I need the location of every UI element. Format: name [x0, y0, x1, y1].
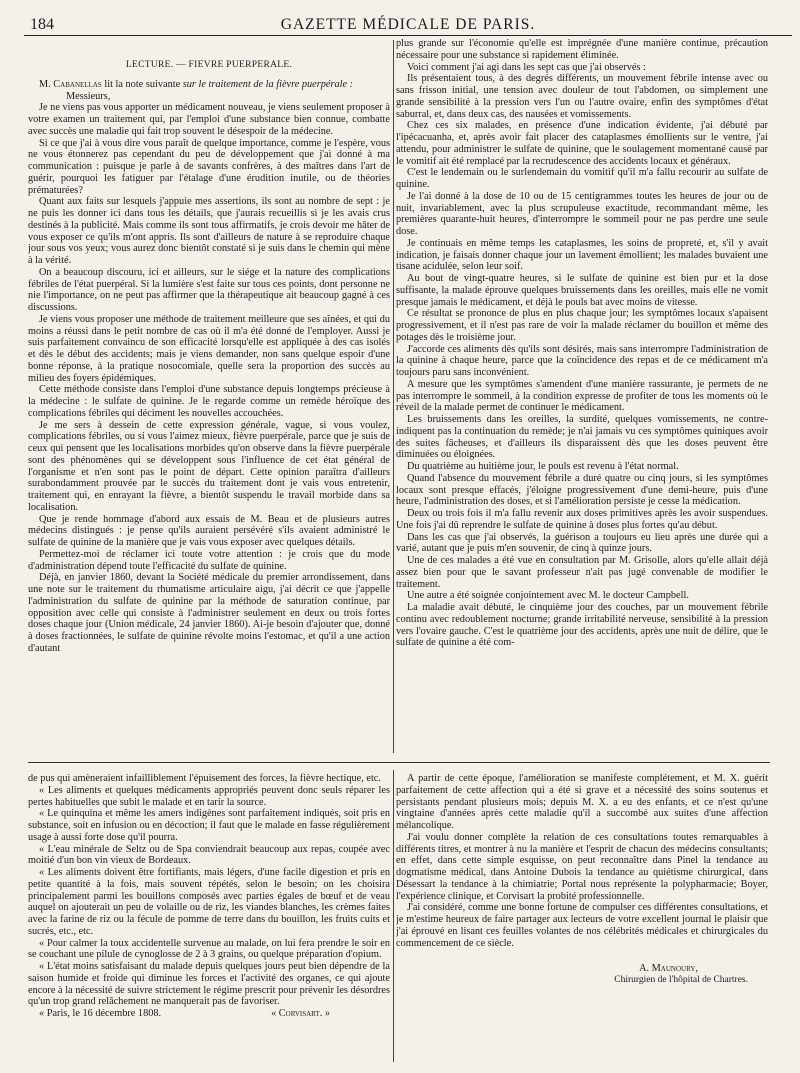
paragraph: « Les aliments et quelques médicaments appropriés peuvent donc seuls réparer les pertes habituelles que subit le malade et en tarir la source.: [28, 784, 390, 808]
paragraph: Permettez-moi de réclamer ici toute votre attention : je crois que du mode d'administration dépend toute l'efficacité du sulfate de quinine.: [28, 548, 390, 572]
paragraph: Je l'ai donné à la dose de 10 ou de 15 centigrammes toutes les heures de jour ou de nuit, invariablement, avec la plus scrupuleuse exactitude, recommandant même, les premières quarante-huit heures, d'interrompre le sommeil pour ne pas perdre une seule dose.: [396, 190, 768, 237]
paragraph: Ce résultat se prononce de plus en plus chaque jour; les symptômes locaux s'apaisent progressivement, et il n'est pas rare de voir la malade réclamer du bouillon et même des potages dès le troisième jour.: [396, 308, 768, 343]
paragraph: « Le quinquina et même les amers indigènes sont parfaitement indiqués, soit pris en substance, soit en infusion ou en décoction; il faut que le malade en fasse régulièrement usage à aussi forte dose qu'il pourra.: [28, 808, 390, 843]
paragraph: Une autre a été soignée conjointement avec M. le docteur Campbell.: [407, 590, 689, 602]
paragraph: On a beaucoup discouru, ici et ailleurs, sur le siége et la nature des complications fébriles de l'état puerpéral. Si la lumière s'est faite sur tous ces points, dont personne ne nie l'importance, on ne peut pas affirmer que la thérapeutique ait beaucoup gagné à ces discussions.: [28, 266, 390, 313]
paragraph: Au bout de vingt-quatre heures, si le sulfate de quinine est bien pur et la dose suffisante, la malade éprouve quelques bruissements dans les oreilles, mais elle ne vomit presque jamais le médicament, et déjà le pouls bat avec moins de vitesse.: [396, 273, 768, 308]
journal-title: GAZETTE MÉDICALE DE PARIS.: [280, 16, 536, 33]
author-name: M. Cabanellas: [39, 78, 102, 90]
column-2: [396, 38, 768, 756]
salutation: Messieurs,: [66, 90, 111, 102]
paragraph: plus grande sur l'économie qu'elle est imprégnée d'une manière continue, précaution nécessaire pour une substance si rapidement éliminée.: [396, 38, 768, 61]
paragraph: Je viens vous proposer une méthode de traitement meilleure que ses aînées, et qui du moins a réussi dans le petit nombre de cas où il m'a été donné de l'employer. Aussi je suis parfaitement convaincu de son efficacité lorsqu'elle est appliquée à des cas isolés et dès le début des accidents; mais je viens demander, non sans quelque espoir d'une bonne réponse, à la pratique nosocomiale, quelle sera la proportion des succès au milieu des foyers épidémiques.: [28, 313, 390, 384]
paragraph: « L'eau minérale de Seltz ou de Spa conviendrait beaucoup aux repas, coupée avec moitié d'un bon vin vieux de Bordeaux.: [28, 843, 390, 867]
paragraph: Je ne viens pas vous apporter un médicament nouveau, je viens seulement proposer à votre examen un traitement qui, par l'emploi d'une substance bien connue, combatte avec succès une maladie qui fait trop souvent le désespoir de la médecine.: [28, 102, 390, 137]
column-4: [396, 773, 768, 1065]
paragraph: Dans les cas que j'ai observés, la guérison a toujours eu lieu après une durée qui a varié, autant que je puis m'en souvenir, de cinq à quinze jours.: [396, 531, 768, 555]
letter-signature: « Corvisart. »: [271, 1008, 330, 1019]
paragraph: Je continuais en même temps les cataplasmes, les soins de propreté, et, s'il y avait indication, je faisais donner chaque jour un lavement émollient; les malades buvaient une tisane acidulée, selon leur soif.: [396, 237, 768, 273]
paragraph: « Les aliments doivent être fortifiants, mais légers, d'une facile digestion et pris en petite quantité à la fois, mais souvent répétés, selon le besoin; on les choisira principalement parmi les bouillons composés avec parties égales de bœuf et de veau auquel on ajouterait un peu de volaille ou de riz, les viandes blanches, les crèmes faites avec la farine de riz ou la fécule de pomme de terre dans du bouillon, les fruits cuits et sucrés, etc., etc.: [28, 867, 390, 937]
paragraph: Déjà, en janvier 1860, devant la Société médicale du premier arrondissement, dans une note sur le traitement du rhumatisme articulaire aigu, j'ai décrit ce que j'appelle l'administration du sulfate de quinine par la méthode de saturation continue, par opposition avec celle qui consiste à l'administrer seulement en deux ou trois fortes doses chaque jour (Union médicale, 24 janvier 1860). Ai-je besoin d'ajouter que, donné à doses fractionnées, le sulfate de quinine révolte moins l'estomac, et qu'il a une action d'autant: [28, 572, 390, 654]
paragraph: Du quatrième au huitième jour, le pouls est revenu à l'état normal.: [407, 461, 679, 472]
paragraph: « L'état moins satisfaisant du malade depuis quelques jours peut bien dépendre de la saison humide et froide qui diminue les forces et l'activité des organes, ce qui ajoute encore à la nécessité de suivre strictement le régime prescrit pour prévenir les désordres qu'un trop grand relâchement ne manquerait pas de favoriser.: [28, 961, 390, 1008]
paragraph: J'ai considéré, comme une bonne fortune de compulser ces différentes consultations, et je m'estime heureux de faire partager aux lecteurs de votre excellent journal le plaisir que j'ai éprouvé en lisant ces feuilles volantes de nos célébrités médicales et chirurgicales du commencement de ce siècle.: [396, 902, 768, 949]
paragraph: Chez ces six malades, en présence d'une indication évidente, j'ai débuté par l'ipécacuanha, et, après avoir fait placer des cataplasmes émollients sur le ventre, j'ai attendu, pour administrer le sulfate de quinine, que le soulagement momentané causé par le vomitif ait été remplacé par la recrudescence des accidents locaux et généraux.: [396, 120, 768, 167]
paragraph: Je me sers à dessein de cette expression générale, vague, si vous voulez, complications fébriles, ou si vous l'aimez mieux, fièvre puerpérale, parce que je suis de ceux qui pensent que les localisations morbides qu'on observe dans la fièvre puerpérale sont des phénomènes qui se développent sous l'influence de cet état général de l'organisme et n'en sont pas le point de départ. Cette opinion paraîtra d'ailleurs surabondamment prouvée par le succès du traitement dont je vais vous entretenir, traitement qui, en enrayant la fièvre, a bientôt suspendu le travail morbide dans sa localisation.: [28, 419, 390, 513]
paragraph: de pus qui amèneraient infailliblement l'épuisement des forces, la fièvre hectique, etc.: [28, 773, 381, 784]
paragraph: « Pour calmer la toux accidentelle survenue au malade, on lui fera prendre le soir en se couchant une pilule de cynoglosse de 2 à 3 grains, ou quelque préparation d'opium.: [28, 937, 390, 961]
paragraph: Cette méthode consiste dans l'emploi d'une substance depuis longtemps précieuse à la médecine : le sulfate de quinine. Je le regarde comme un remède héroïque des complications fébriles qui déciment les nouvelles accouchées.: [28, 384, 390, 419]
author-signature: A. Maunoury,: [639, 963, 698, 975]
paragraph: Deux ou trois fois il m'a fallu revenir aux doses primitives après les avoir suspendues. Une fois j'ai dû reprendre le sulfate de quinine à doses plus fortes qu'au début.: [396, 508, 768, 531]
column-4-body: [396, 773, 768, 949]
author-title: Chirurgien de l'hôpital de Chartres.: [614, 975, 748, 985]
page-header: [24, 14, 792, 36]
column-3-body: [28, 773, 390, 1008]
page-number: 184: [30, 16, 54, 33]
paragraph: Les bruissements dans les oreilles, la surdité, quelques vomissements, ne contre-indiquent pas la continuation du remède; je n'ai jamais vu ces symptômes quiniques avoir des suites fâcheuses, et d'ailleurs ils disparaissent dès que les doses peuvent être diminuées ou éloignées.: [396, 414, 768, 461]
section-heading: LECTURE. — FIÈVRE PUERPÉRALE.: [125, 60, 293, 70]
column-3: [28, 773, 390, 1065]
paragraph: Quand l'absence du mouvement fébrile a duré quatre ou cinq jours, si les symptômes locaux sont presque effacés, j'éloigne progressivement d'une demi-heure, puis d'une heure, l'administration des doses, et si l'amélioration persiste je cesse la médication.: [396, 472, 768, 508]
paragraph: La maladie avait débuté, le cinquième jour des couches, par un mouvement fébrile continu avec redoublement nocturne; grande irritabilité nerveuse, sensibilité à la pression vers l'ovaire gauche. C'est le quatrième jour des accidents, après une nuit de délire, que le sulfate de quinine a été com-: [396, 602, 768, 649]
paragraph: Ils présentaient tous, à des degrés différents, un mouvement fébrile intense avec ou sans frisson initial, une tension avec douleur de tout l'abdomen, ou simplement une grande sensibilité à la pression vers l'un ou l'autre ovaire, enfin des symptômes d'état saburral, et, dans deux cas, des nausées et vomissements.: [396, 73, 768, 120]
paragraph: Que je rende hommage d'abord aux essais de M. Beau et de plusieurs autres médecins distingués : je pense qu'ils auraient persévéré s'ils avaient administré le sulfate de quinine de la manière que je vais vous exposer avec quelques détails.: [28, 513, 390, 548]
column-1: [28, 60, 390, 757]
section-divider: [28, 762, 770, 763]
paragraph: C'est le lendemain ou le surlendemain du vomitif qu'il m'a fallu recourir au sulfate de quinine.: [396, 167, 768, 190]
paragraph: A mesure que les symptômes s'amendent d'une manière rassurante, je permets de ne pas interrompre le sommeil, à la condition expresse de profiter de tous les moments où le réveil de la malade permet de continuer le médicament.: [396, 378, 768, 414]
column-divider-top: [393, 40, 394, 753]
paragraph: J'ai voulu donner complète la relation de ces consultations toutes remarquables à différents titres, et montrer à nu la manière et l'esprit de chacun des médecins consultants; en effet, dans cette simple esquisse, on peut reconnaître dans Pinel la tendance au dogmatisme médical, dans Antoine Dubois la tendance au quiétisme chirurgical, dans Désessart la tendance à la chimiatrie; Portal nous représente la polypharmacie; Boyer, l'expérience clinique, et Corvisart la probité professionnelle.: [396, 831, 768, 902]
column-divider-bottom: [393, 770, 394, 1062]
paragraph: A partir de cette époque, l'amélioration se manifeste complétement, et M. X. guérit parfaitement de cette affection qui a été si grave et a nécessité des soins soutenus et persistants pendant plusieurs mois; depuis M. X. a eu des enfants, et ce n'est qu'une vingtaine d'années après cette maladie qu'il a succombé aux suites d'une affection mélancolique.: [396, 773, 768, 831]
paragraph: Quant aux faits sur lesquels j'appuie mes assertions, ils sont au nombre de sept : je ne puis les donner ici dans tous les détails, que j'aurais recueillis si je les avais crus destinés à la publicité. Mais comme ils sont tous affirmatifs, je crois devoir me hâter de vous exposer ce qu'ils m'ont appris. Ils sont d'ailleurs de nature à se reproduire chaque jour sous vos yeux; vous aurez donc bientôt constaté si je suis dans le chemin qui mène à la vérité.: [28, 196, 390, 266]
letter-date: « Paris, le 16 décembre 1808.: [39, 1008, 162, 1019]
intro-text: lit la note suivante: [101, 78, 183, 90]
dateline: [28, 1008, 390, 1020]
column-1-body: [28, 102, 390, 654]
paragraph: J'accorde ces aliments dès qu'ils sont désirés, mais sans interrompre l'administration de la quinine à chaque heure, parce que la coïncidence des repas et de ce médicament m'a toujours paru sans inconvénient.: [396, 343, 768, 378]
paragraph: Si ce que j'ai à vous dire vous paraît de quelque importance, comme je l'espère, vous ne vous étonnerez pas cependant du peu de développement que j'ai donné à ma communication : puisque je parle à de savants confrères, à des maîtres dans l'art de guérir, pourquoi les fatiguer par l'étalage d'une érudition inutile, ou de théories prématurées?: [28, 137, 390, 196]
intro-paragraph: [28, 79, 390, 91]
paragraph: Voici comment j'ai agi dans les sept cas que j'ai observés :: [407, 61, 646, 73]
paragraph: Une de ces malades a été vue en consultation par M. Grisolle, alors qu'elle allait déjà assez bien pour que le savant professeur n'ait pas jugé convenable de modifier le traitement.: [396, 555, 768, 590]
intro-italic: sur le traitement de la fièvre puerpérale :: [182, 78, 354, 90]
column-2-body: [396, 38, 768, 649]
